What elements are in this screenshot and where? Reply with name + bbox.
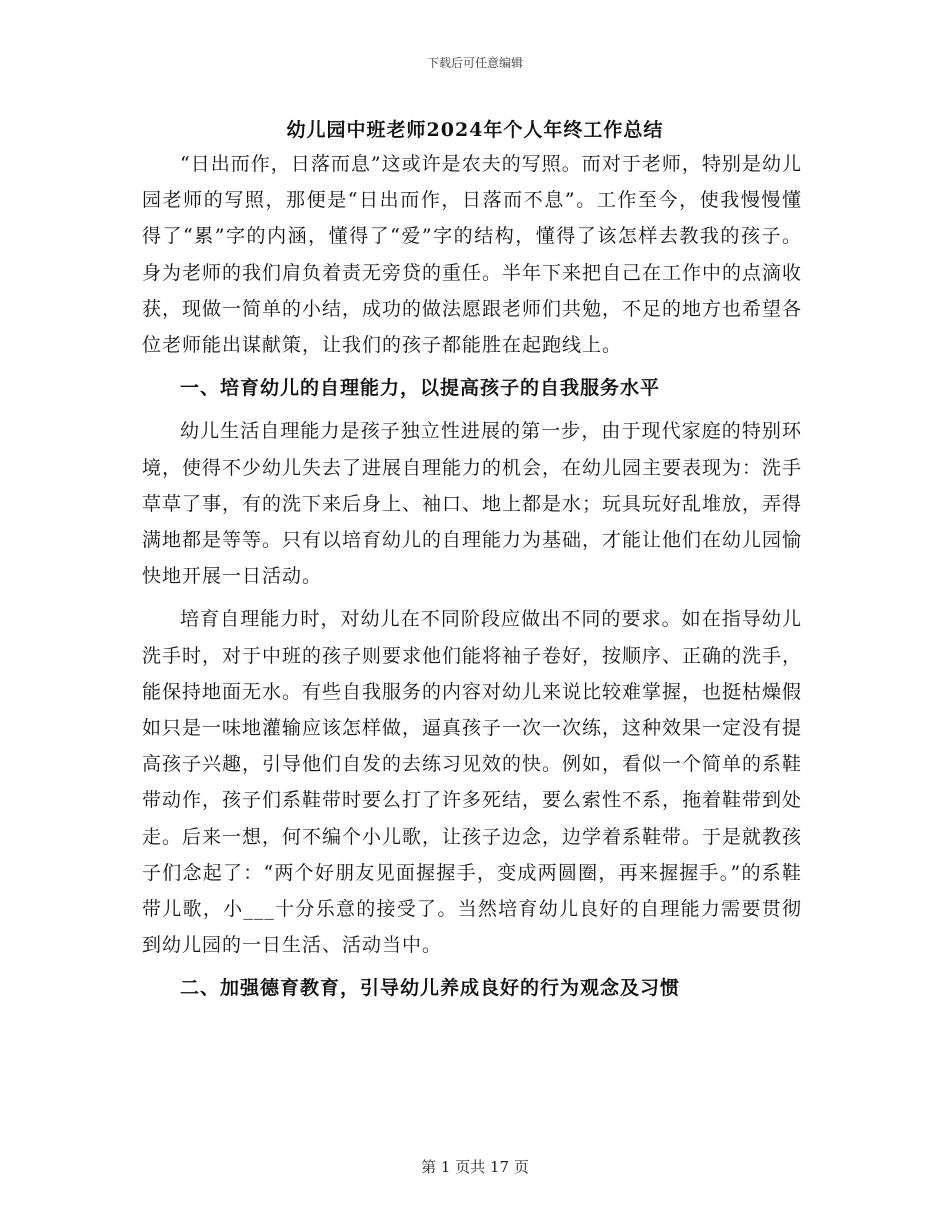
section-1-paragraph-2: 培育自理能力时，对幼儿在不同阶段应做出不同的要求。如在指导幼儿洗手时，对于中班的孩子则要求他们能将袖子卷好，按顺序、正确的洗手，能保持地面无水。有些自我服务的内容对幼儿来说比较难掌握，也挺枯燥假如只是一味地灌输应该怎样做，逼真孩子一次一次练，这种效果一定没有提高孩子兴趣，引导他们自发的去练习见效的快。例如，看似一个简单的系鞋带动作，孩子们系鞋带时要么打了许多死结，要么索性不系，拖着鞋带到处走。后来一想，何不编个小儿歌，让孩子边念，边学着系鞋带。于是就教孩子们念起了：“两个好朋友见面握握手，变成两圆圈，再来握握手。”的系鞋带儿歌，小___十分乐意的接受了。当然培育幼儿良好的自理能力需要贯彻到幼儿园的一日生活、活动当中。	[142, 608, 803, 957]
intro-paragraph: “日出而作，日落而息”这或许是农夫的写照。而对于老师，特别是幼儿园老师的写照，那便是“日出而作，日落而不息”。工作至今，使我慢慢懂得了“累”字的内涵，懂得了“爱”字的结构，懂得了该怎样去教我的孩子。身为老师的我们肩负着责无旁贷的重任。半年下来把自己在工作中的点滴收获，现做一简单的小结，成功的做法愿跟老师们共勉，不足的地方也希望各位老师能出谋献策，让我们的孩子都能胜在起跑线上。	[142, 153, 803, 357]
section-1-paragraph-1: 幼儿生活自理能力是孩子独立性进展的第一步，由于现代家庭的特别环境，使得不少幼儿失去了进展自理能力的机会，在幼儿园主要表现为：洗手草草了事，有的洗下来后身上、袖口、地上都是水；玩具玩好乱堆放，弄得满地都是等等。只有以培育幼儿的自理能力为基础，才能让他们在幼儿园愉快地开展一日活动。	[142, 420, 803, 588]
document-body	[142, 146, 802, 1007]
section-1-heading: 一、培育幼儿的自理能力，以提高孩子的自我服务水平	[180, 377, 661, 400]
page-header-note: 下载后可任意编辑	[426, 56, 523, 70]
section-2-heading: 二、加强德育教育，引导幼儿养成良好的行为观念及习惯	[180, 977, 681, 1000]
document-title: 幼儿园中班老师2024年个人年终工作总结	[286, 119, 664, 141]
page-footer-number: 第 1 页共 17 页	[421, 1158, 529, 1176]
